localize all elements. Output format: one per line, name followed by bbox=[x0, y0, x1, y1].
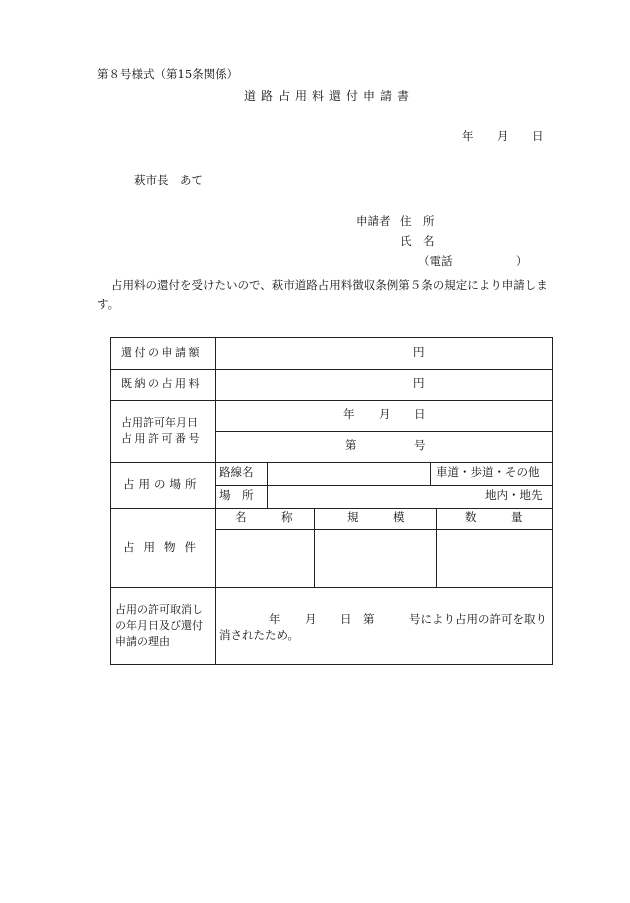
road-type-options: 車道・歩道・その他 bbox=[436, 465, 540, 479]
date-month-label: 月 bbox=[497, 129, 509, 143]
column-scale-header: 規 模 bbox=[347, 510, 405, 524]
date-year-label: 年 bbox=[462, 129, 474, 143]
permit-no-prefix: 第 bbox=[345, 438, 357, 452]
place-label: 場 所 bbox=[219, 488, 254, 502]
form-table bbox=[110, 337, 553, 665]
paid-fee-unit: 円 bbox=[413, 376, 425, 390]
revocation-year-label: 年 bbox=[269, 612, 281, 626]
name-label: 氏 名 bbox=[400, 234, 435, 248]
paid-fee-label: 既納の占用料 bbox=[121, 377, 202, 390]
occupancy-place-label: 占用の場所 bbox=[123, 477, 201, 491]
revocation-label-line2: の年月日及び還付 bbox=[115, 619, 203, 632]
permit-month-label: 月 bbox=[379, 407, 391, 421]
revocation-no-prefix: 第 bbox=[363, 612, 375, 626]
permit-no-suffix: 号 bbox=[414, 438, 426, 452]
permit-date-label: 占用許可年月日 bbox=[121, 416, 198, 429]
phone-close: ） bbox=[516, 254, 528, 268]
revocation-day-label: 日 bbox=[340, 612, 352, 626]
date-day-label: 日 bbox=[532, 129, 544, 143]
body-text-line2: す。 bbox=[97, 297, 120, 311]
revocation-reason-text-a: 号により占用の許可を取り bbox=[409, 612, 547, 626]
page-title: 道路占用料還付申請書 bbox=[244, 89, 415, 103]
refund-amount-label: 還付の申請額 bbox=[121, 346, 202, 359]
address-label: 住 所 bbox=[400, 214, 435, 228]
applicant-label: 申請者 bbox=[356, 214, 391, 228]
body-text-line1: 占用料の還付を受けたいので、萩市道路占用料徴収条例第５条の規定により申請しま bbox=[111, 278, 548, 292]
revocation-month-label: 月 bbox=[305, 612, 317, 626]
phone-open: （電話 bbox=[418, 254, 453, 268]
revocation-label-line1: 占用の許可取消し bbox=[115, 603, 203, 616]
permit-day-label: 日 bbox=[414, 407, 426, 421]
form-number: 第８号様式（第15条関係） bbox=[97, 67, 239, 81]
revocation-reason-text-b: 消されたため。 bbox=[219, 628, 300, 642]
refund-amount-unit: 円 bbox=[413, 345, 425, 359]
column-name-header: 名 称 bbox=[235, 510, 293, 524]
occupancy-object-label: 占用物件 bbox=[123, 540, 205, 554]
permit-year-label: 年 bbox=[343, 407, 355, 421]
route-name-label: 路線名 bbox=[219, 465, 254, 479]
area-type-options: 地内・地先 bbox=[485, 488, 543, 502]
permit-number-label: 占用許可番号 bbox=[121, 432, 202, 445]
addressee: 萩市長 あて bbox=[134, 173, 203, 187]
revocation-label-line3: 申請の理由 bbox=[115, 635, 170, 648]
column-quantity-header: 数 量 bbox=[465, 510, 523, 524]
